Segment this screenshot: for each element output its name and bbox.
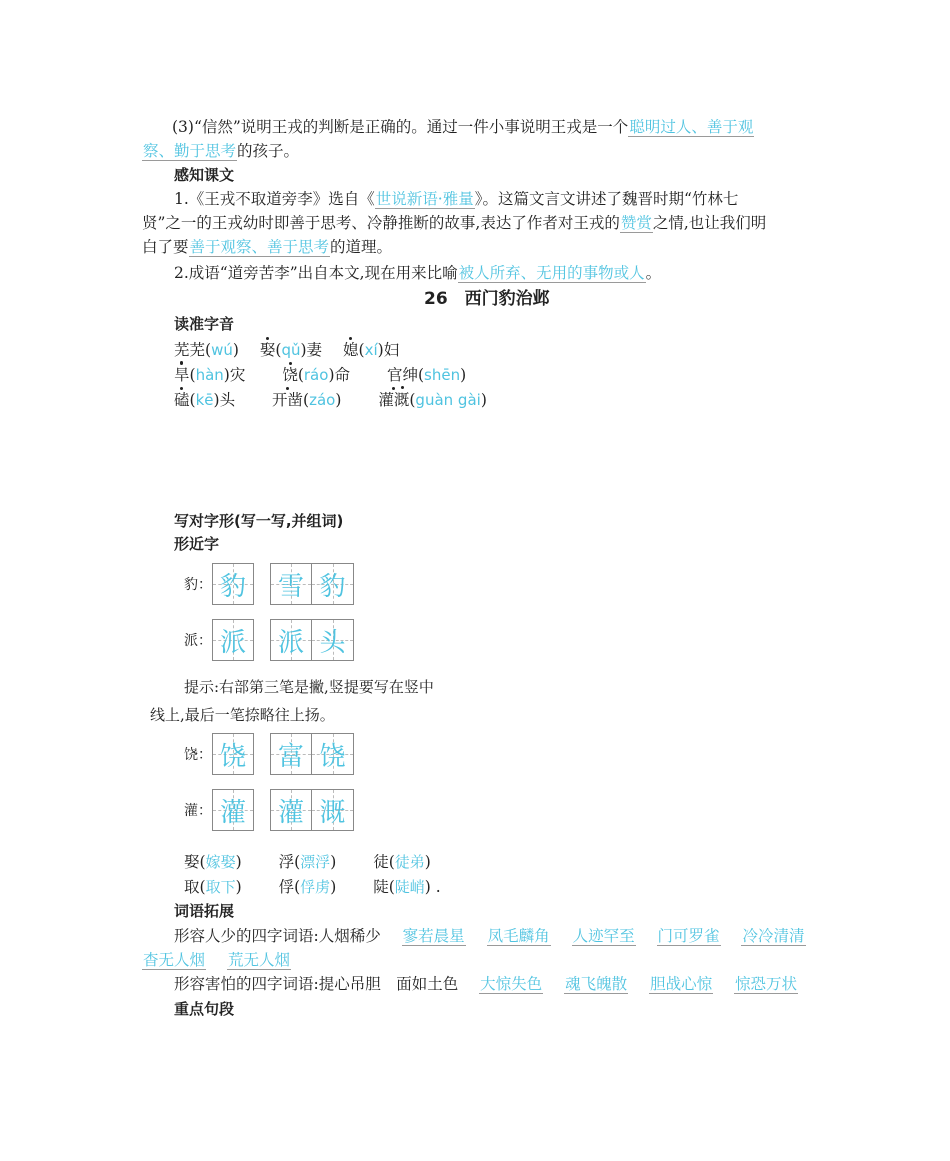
pinyin-answer: qǔ (281, 341, 301, 359)
grid-label: 派： (184, 633, 212, 649)
idiom-answer: 寥若晨星 (402, 927, 465, 945)
word-answer: 取下 (205, 878, 236, 896)
writing-cell (212, 563, 254, 605)
pinyin-suffix: 灾 (229, 366, 246, 384)
paragraph-3-tail: 的孩子。 (237, 142, 300, 160)
pinyin-row-3: 磕(kē)头 开凿(záo) 灌溉(guàn gài) (174, 391, 487, 409)
pinyin-char: 开凿 (272, 391, 304, 409)
word-char: 陡 (373, 878, 389, 896)
writing-cell (270, 789, 312, 831)
word-answer: 俘虏 (300, 878, 331, 896)
writing-cell (270, 733, 312, 775)
pinyin-answer: ráo (303, 366, 329, 384)
idiom-answer: 门可罗雀 (657, 927, 720, 945)
cell-char: 豹 (219, 571, 246, 602)
word-char: 徒 (373, 853, 389, 871)
pinyin-char: 灌溉 (378, 391, 410, 409)
pinyin-answer: guàn gài (415, 391, 481, 409)
pinyin-suffix: 妇 (383, 341, 400, 359)
idiom-answer: 凤毛麟角 (487, 927, 550, 945)
word-answer: 嫁娶 (205, 853, 236, 871)
fear-line (174, 973, 798, 995)
answer-wangrong-trait-b: 察、勤于思考 (143, 142, 237, 160)
pinyin-suffix: 头 (219, 391, 236, 409)
grid-row-rao (184, 733, 354, 775)
grid-label: 灌： (184, 803, 212, 819)
pinyin-char: 官绅 (386, 366, 418, 384)
pinyin-row-1: 芜芜(wú) 娶(qǔ)妻 媳(xí)妇 (174, 341, 400, 359)
hint-line-2: 线上,最后一笔捺略往上扬。 (150, 706, 335, 724)
answer-wangrong-trait-a: 聪明过人、善于观 (629, 118, 754, 136)
paragraph-3-line2 (142, 140, 299, 162)
cell-char: 富 (277, 741, 304, 772)
item-1-text-f: 的道理。 (330, 238, 393, 256)
idiom-answer: 荒无人烟 (227, 951, 290, 969)
pinyin-answer: wú (211, 341, 233, 359)
item-1-text-a: 1.《王戎不取道旁李》选自《 (174, 190, 375, 208)
pinyin-answer: záo (309, 391, 336, 409)
idiom-answer: 冷冷清清 (742, 927, 805, 945)
grid-row-pai (184, 619, 354, 661)
section-heading-similar-chars: 形近字 (174, 535, 220, 553)
cell-char: 灌 (277, 797, 304, 828)
item-1-line2 (142, 212, 766, 234)
item-2-text-b: 。 (645, 264, 662, 282)
pinyin-char: 媳 (343, 341, 359, 359)
writing-cell (212, 733, 254, 775)
pinyin-char: 饶 (282, 366, 298, 384)
writing-cell (270, 619, 312, 661)
item-1-text-d: 之情,也让我们明 (652, 214, 767, 232)
answer-idiom-meaning: 被人所弃、无用的事物或人 (458, 264, 645, 282)
few-people-line1 (174, 925, 806, 947)
idiom-answer: 人迹罕至 (572, 927, 635, 945)
item-2-line (174, 262, 661, 284)
word-answer: 漂浮 (300, 853, 331, 871)
idiom-answer: 魂飞魄散 (565, 975, 628, 993)
paragraph-3-line1 (172, 116, 754, 138)
cell-char: 灌 (219, 797, 246, 828)
word-group-row-1: 娶(嫁娶) 浮(漂浮) 徒(徒弟) (184, 853, 431, 871)
fear-lead: 形容害怕的四字词语:提心吊胆 面如土色 (174, 975, 459, 993)
idiom-answer: 杳无人烟 (143, 951, 206, 969)
word-answer: 徒弟 (394, 853, 425, 871)
item-1-line3 (142, 236, 392, 258)
idiom-answer: 胆战心惊 (650, 975, 713, 993)
cell-char: 饶 (219, 741, 246, 772)
word-char: 俘 (278, 878, 295, 896)
writing-cell (312, 733, 354, 775)
answer-lesson: 善于观察、善于思考 (189, 238, 330, 256)
section-heading-write-forms: 写对字形(写一写,并组词) (174, 512, 344, 530)
cell-char: 溉 (319, 797, 346, 828)
cell-char: 派 (277, 627, 304, 658)
item-1-text-c: 贤”之一的王戎幼时即善于思考、冷静推断的故事,表达了作者对王戎的 (142, 214, 620, 232)
pinyin-suffix: 命 (334, 366, 351, 384)
item-1-text-e: 白了要 (142, 238, 189, 256)
grid-row-guan (184, 789, 354, 831)
writing-cell (312, 563, 354, 605)
paragraph-3-lead: (3)“信然”说明王戎的判断是正确的。通过一件小事说明王戎是一个 (172, 118, 629, 136)
word-char: 娶 (184, 853, 200, 871)
section-heading-key-passages: 重点句段 (174, 1000, 235, 1018)
pinyin-char: 芜 (174, 341, 190, 359)
pinyin-char: 芜 (189, 341, 206, 359)
lesson-title: 26 西门豹治邺 (424, 289, 550, 309)
section-heading-perceive-text: 感知课文 (174, 166, 235, 184)
word-answer: 陡峭 (394, 878, 425, 896)
pinyin-char: 娶 (259, 341, 276, 359)
item-1-line1 (174, 188, 738, 210)
writing-cell (270, 563, 312, 605)
pinyin-suffix: 妻 (306, 341, 323, 359)
item-2-text-a: 2.成语“道旁苦李”出自本文,现在用来比喻 (174, 264, 458, 282)
cell-char: 饶 (319, 741, 346, 772)
cell-char: 豹 (319, 571, 346, 602)
pinyin-char: 磕 (174, 391, 190, 409)
word-char: 取 (184, 878, 200, 896)
cell-char: 雪 (277, 571, 304, 602)
grid-label: 豹： (184, 577, 212, 593)
cell-char: 头 (319, 627, 346, 658)
grid-label: 饶： (184, 747, 212, 763)
cell-char: 派 (219, 627, 246, 658)
few-people-line2 (142, 949, 291, 971)
writing-cell (312, 619, 354, 661)
writing-cell (312, 789, 354, 831)
word-group-row-2: 取(取下) 俘(俘虏) 陡(陡峭) . (184, 878, 441, 896)
writing-cell (212, 619, 254, 661)
pinyin-char: 旱 (174, 366, 190, 384)
word-char: 浮 (278, 853, 295, 871)
answer-source-book: 世说新语·雅量 (375, 190, 474, 208)
hint-line-1: 提示:右部第三笔是撇,竖提要写在竖中 (184, 678, 434, 696)
pinyin-answer: kē (195, 391, 214, 409)
pinyin-answer: shēn (424, 366, 461, 384)
few-people-lead: 形容人少的四字词语:人烟稀少 (174, 927, 381, 945)
writing-cell (212, 789, 254, 831)
answer-attitude: 赞赏 (620, 214, 652, 232)
pinyin-answer: xí (364, 341, 378, 359)
pinyin-answer: hàn (195, 366, 224, 384)
section-heading-pronunciation: 读准字音 (174, 315, 235, 333)
pinyin-row-2: 旱(hàn)灾 饶(ráo)命 官绅(shēn) (174, 366, 467, 384)
item-1-text-b: 》。这篇文言文讲述了魏晋时期“竹林七 (474, 190, 739, 208)
section-heading-word-expansion: 词语拓展 (174, 902, 235, 920)
idiom-answer: 大惊失色 (480, 975, 543, 993)
grid-row-bao (184, 563, 354, 605)
idiom-answer: 惊恐万状 (735, 975, 798, 993)
